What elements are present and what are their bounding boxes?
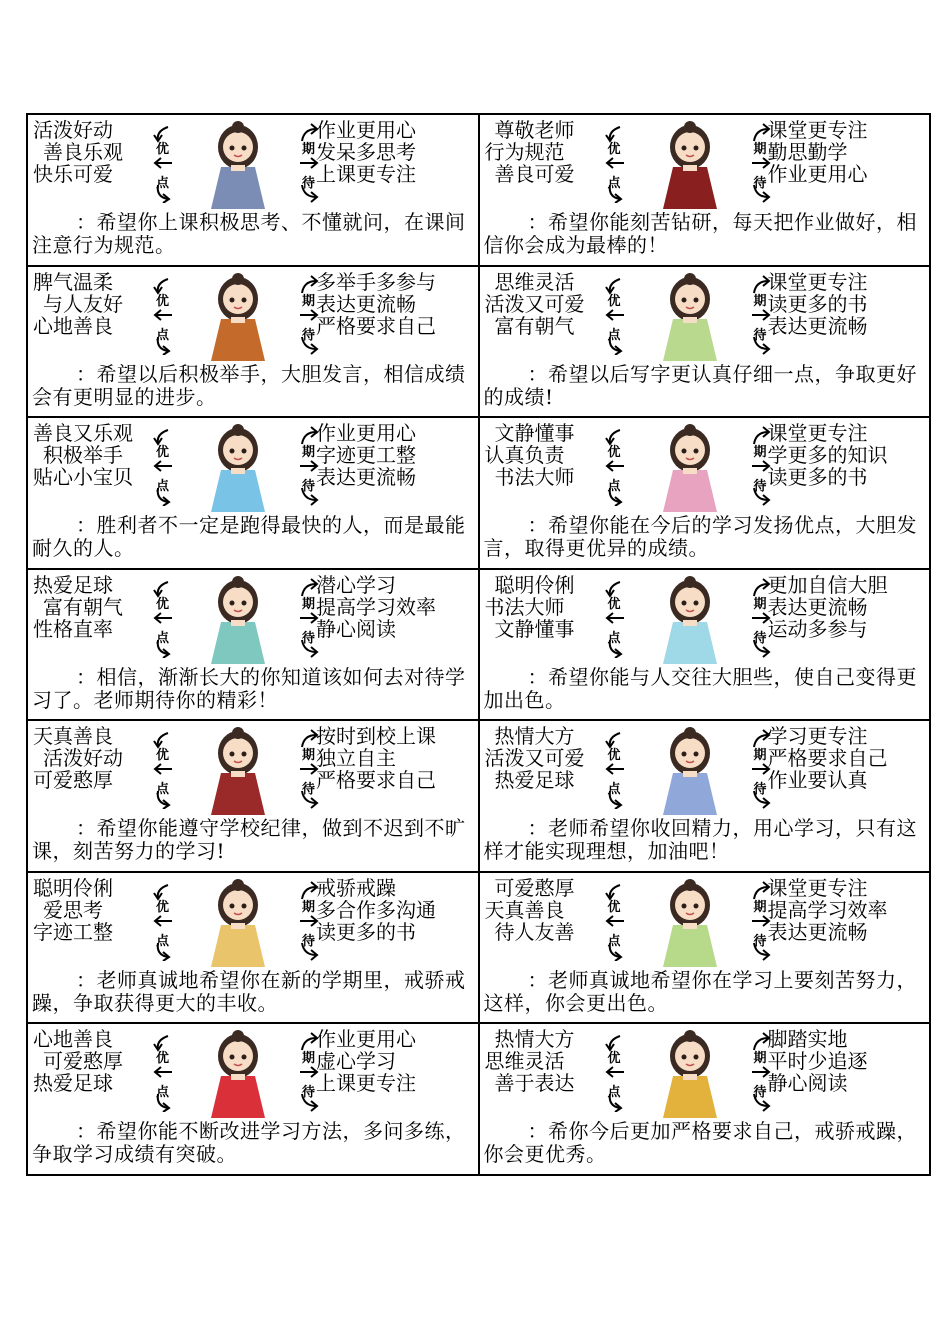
strength-item: 认真负责 xyxy=(484,443,565,468)
strengths-label: 优 xyxy=(156,748,170,764)
student-avatar xyxy=(193,269,283,365)
expectations-list xyxy=(768,877,888,943)
strengths-label: 优 xyxy=(607,748,621,764)
strength-item: 热爱足球 xyxy=(33,572,113,597)
strengths-label: 优 xyxy=(156,293,170,309)
strengths-label: 点 xyxy=(607,933,621,949)
comment-card xyxy=(480,267,932,419)
expectation-item: 更加自信大胆 xyxy=(767,572,888,597)
expectation-item: 戒骄戒躁 xyxy=(316,875,396,900)
strengths-list xyxy=(33,119,123,185)
strength-item: 字迹工整 xyxy=(33,919,113,944)
strengths-arrow-icon xyxy=(150,578,176,658)
comment-card xyxy=(480,115,932,267)
strengths-label: 优 xyxy=(607,445,621,461)
expectation-item: 静心阅读 xyxy=(316,616,396,641)
expectation-item: 表达更流畅 xyxy=(316,465,416,490)
expectation-item: 课堂更专注 xyxy=(767,875,868,900)
expectations-list xyxy=(768,271,868,337)
teacher-comment: ：希望你能刻苦钻研，每天把作业做好，相信你会成为最棒的！ xyxy=(483,210,917,257)
teacher-comment: ：胜利者不一定是跑得最快的人，而是最能耐久的人。 xyxy=(32,513,466,561)
strengths-label: 点 xyxy=(607,782,621,798)
strengths-arrow-icon xyxy=(602,881,628,961)
comment-card xyxy=(480,570,932,722)
expectation-item: 作业更用心 xyxy=(316,421,416,446)
expectations-label: 待 xyxy=(753,630,767,646)
expectations-label: 期 xyxy=(302,142,316,157)
expectations-label: 期 xyxy=(302,899,316,915)
expectation-item: 独立自主 xyxy=(316,746,396,771)
strength-item: 活泼好动 xyxy=(33,118,113,142)
strength-item: 思维灵活 xyxy=(484,1049,565,1074)
strength-item: 天真善良 xyxy=(33,724,113,749)
comment-card xyxy=(28,267,480,419)
strengths-arrow-icon xyxy=(602,729,628,809)
expectations-list xyxy=(316,725,436,791)
strength-item: 心地善良 xyxy=(33,313,113,338)
expectation-item: 虚心学习 xyxy=(316,1049,396,1074)
expectation-item: 上课更专注 xyxy=(316,1071,416,1096)
expectations-label: 待 xyxy=(302,933,316,949)
expectation-item: 作业更用心 xyxy=(767,162,868,186)
student-avatar xyxy=(193,723,283,819)
strength-item: 善良乐观 xyxy=(43,140,123,164)
strengths-label: 优 xyxy=(607,293,621,309)
strengths-label: 点 xyxy=(156,630,170,646)
strengths-list xyxy=(485,877,575,943)
student-avatar xyxy=(645,269,735,365)
strengths-label: 优 xyxy=(156,596,170,612)
strength-item: 心地善良 xyxy=(33,1027,113,1052)
teacher-comment: ：希望你上课积极思考、不懂就问，在课间注意行为规范。 xyxy=(32,210,466,257)
strength-item: 快乐可爱 xyxy=(33,162,113,186)
student-avatar xyxy=(645,420,735,516)
comment-card xyxy=(28,418,480,570)
student-avatar xyxy=(645,723,735,819)
expectation-item: 表达更流畅 xyxy=(316,291,416,316)
strength-item: 爱思考 xyxy=(43,897,103,922)
strengths-arrow-icon xyxy=(150,881,176,961)
strength-item: 脾气温柔 xyxy=(33,269,113,294)
expectation-item: 勤思勤学 xyxy=(767,140,848,164)
strength-item: 文静懂事 xyxy=(494,616,575,641)
expectations-list xyxy=(316,877,436,943)
teacher-comment: ：希望以后积极举手，大胆发言，相信成绩会有更明显的进步。 xyxy=(32,361,466,409)
student-avatar xyxy=(645,572,735,668)
expectations-label: 期 xyxy=(753,596,767,612)
expectations-label: 待 xyxy=(302,176,316,191)
teacher-comment: ：相信，渐渐长大的你知道该如何去对待学习了。老师期待你的精彩！ xyxy=(32,664,466,712)
expectation-item: 表达更流畅 xyxy=(767,594,868,619)
expectations-label: 待 xyxy=(302,479,316,495)
strength-item: 贴心小宝贝 xyxy=(33,465,133,490)
strength-item: 性格直率 xyxy=(33,616,113,641)
strengths-arrow-icon xyxy=(602,426,628,506)
expectations-label: 期 xyxy=(302,1051,316,1067)
strength-item: 待人友善 xyxy=(494,919,575,944)
expectations-label: 期 xyxy=(302,445,316,461)
expectations-label: 期 xyxy=(302,748,316,764)
strength-item: 书法大师 xyxy=(494,465,575,490)
comment-card xyxy=(480,873,932,1025)
expectations-list xyxy=(316,119,416,185)
expectations-label: 期 xyxy=(753,899,767,915)
student-avatar xyxy=(193,572,283,668)
strengths-list xyxy=(33,1028,123,1094)
teacher-comment: ：希望以后写字更认真仔细一点，争取更好的成绩! xyxy=(483,361,917,409)
strength-item: 可爱憨厚 xyxy=(33,768,113,793)
expectation-item: 作业要认真 xyxy=(767,768,868,793)
strengths-arrow-icon xyxy=(602,123,628,203)
strengths-label: 优 xyxy=(156,445,170,461)
teacher-comment: ：希你今后更加严格要求自己，戒骄戒躁，你会更优秀。 xyxy=(483,1119,917,1167)
strengths-arrow-icon xyxy=(150,729,176,809)
strengths-arrow-icon xyxy=(602,578,628,658)
strength-item: 可爱憨厚 xyxy=(43,1049,123,1074)
strengths-label: 点 xyxy=(156,327,170,343)
strengths-label: 点 xyxy=(607,327,621,343)
expectation-item: 读更多的书 xyxy=(316,919,416,944)
expectations-label: 待 xyxy=(753,479,767,495)
student-avatar xyxy=(645,875,735,971)
strength-item: 热情大方 xyxy=(494,1027,575,1052)
strengths-list xyxy=(485,574,575,640)
expectation-item: 严格要求自己 xyxy=(316,768,436,793)
expectations-label: 期 xyxy=(753,293,767,309)
teacher-comment: ：希望你能不断改进学习方法，多问多练，争取学习成绩有突破。 xyxy=(32,1119,466,1167)
strength-item: 热爱足球 xyxy=(33,1071,113,1096)
comment-card xyxy=(28,115,480,267)
expectation-item: 作业更用心 xyxy=(316,1027,416,1052)
expectations-list xyxy=(316,422,416,488)
strengths-arrow-icon xyxy=(150,426,176,506)
expectations-label: 期 xyxy=(302,596,316,612)
comment-card xyxy=(28,873,480,1025)
strengths-arrow-icon xyxy=(150,275,176,355)
expectations-list xyxy=(768,1028,868,1094)
student-avatar xyxy=(193,117,283,213)
strength-item: 活泼又可爱 xyxy=(484,291,585,316)
strength-item: 书法大师 xyxy=(484,594,565,619)
expectation-item: 课堂更专注 xyxy=(767,269,868,294)
strengths-label: 点 xyxy=(156,933,170,949)
comment-card xyxy=(480,418,932,570)
expectations-label: 期 xyxy=(753,1051,767,1067)
expectations-label: 待 xyxy=(302,630,316,646)
expectations-label: 待 xyxy=(302,782,316,798)
strengths-arrow-icon xyxy=(602,1032,628,1112)
strength-item: 善良又乐观 xyxy=(33,421,133,446)
expectation-item: 课堂更专注 xyxy=(767,421,868,446)
comment-card xyxy=(28,570,480,722)
expectation-item: 学更多的知识 xyxy=(767,443,888,468)
teacher-comment: ：希望你能与人交往大胆些，使自己变得更加出色。 xyxy=(483,664,917,712)
expectations-list xyxy=(768,725,888,791)
strength-item: 文静懂事 xyxy=(494,421,575,446)
strengths-label: 优 xyxy=(156,899,170,915)
expectation-item: 提高学习效率 xyxy=(316,594,436,619)
expectations-label: 待 xyxy=(302,327,316,343)
expectation-item: 课堂更专注 xyxy=(767,118,868,142)
expectations-label: 待 xyxy=(753,933,767,949)
expectations-label: 待 xyxy=(753,782,767,798)
expectation-item: 平时少追逐 xyxy=(767,1049,868,1074)
strengths-list xyxy=(485,725,585,791)
strengths-label: 优 xyxy=(607,596,621,612)
teacher-comment: ：希望你能在今后的学习发扬优点，大胆发言，取得更优异的成绩。 xyxy=(483,513,917,561)
expectations-label: 期 xyxy=(302,293,316,309)
expectations-list xyxy=(316,1028,416,1094)
strengths-list xyxy=(33,271,123,337)
expectations-label: 待 xyxy=(753,1085,767,1101)
expectations-label: 待 xyxy=(302,1085,316,1101)
strengths-label: 点 xyxy=(156,176,170,191)
comment-card xyxy=(28,1024,480,1176)
strength-item: 与人友好 xyxy=(43,291,123,316)
strength-item: 聪明伶俐 xyxy=(494,572,575,597)
strength-item: 热情大方 xyxy=(494,724,575,749)
expectation-item: 运动多参与 xyxy=(767,616,868,641)
strength-item: 可爱憨厚 xyxy=(494,875,575,900)
teacher-comment: ：老师真诚地希望你在学习上要刻苦努力，这样，你会更出色。 xyxy=(483,967,917,1015)
expectation-item: 字迹更工整 xyxy=(316,443,416,468)
strengths-label: 优 xyxy=(156,142,170,157)
comment-card xyxy=(480,1024,932,1176)
strength-item: 活泼又可爱 xyxy=(484,746,585,771)
student-avatar xyxy=(645,1026,735,1122)
expectation-item: 读更多的书 xyxy=(767,291,868,316)
teacher-comment: ：老师真诚地希望你在新的学期里，戒骄戒躁，争取获得更大的丰收。 xyxy=(32,967,466,1015)
student-avatar xyxy=(193,420,283,516)
expectations-list xyxy=(768,422,888,488)
expectation-item: 发呆多思考 xyxy=(316,140,416,164)
expectations-label: 期 xyxy=(753,748,767,764)
strengths-list xyxy=(485,271,585,337)
strengths-label: 点 xyxy=(156,479,170,495)
expectation-item: 表达更流畅 xyxy=(767,313,868,338)
expectations-list xyxy=(768,119,868,185)
strength-item: 善良可爱 xyxy=(494,162,575,186)
strengths-label: 点 xyxy=(607,176,621,191)
strengths-list xyxy=(33,422,133,488)
strengths-list xyxy=(485,1028,575,1094)
strengths-label: 优 xyxy=(607,1051,621,1067)
student-avatar xyxy=(193,1026,283,1122)
strengths-list xyxy=(33,725,123,791)
strengths-label: 点 xyxy=(156,782,170,798)
strengths-list xyxy=(33,877,113,943)
student-avatar xyxy=(645,117,735,213)
comment-card-grid xyxy=(26,113,931,1176)
expectation-item: 多合作多沟通 xyxy=(316,897,436,922)
strengths-label: 点 xyxy=(607,630,621,646)
strength-item: 活泼好动 xyxy=(43,746,123,771)
expectation-item: 潜心学习 xyxy=(316,572,396,597)
expectations-label: 待 xyxy=(753,176,767,191)
expectation-item: 静心阅读 xyxy=(767,1071,848,1096)
expectation-item: 作业更用心 xyxy=(316,118,416,142)
expectations-list xyxy=(316,271,436,337)
expectations-list xyxy=(768,574,888,640)
expectation-item: 多举手多参与 xyxy=(316,269,436,294)
expectations-label: 期 xyxy=(753,142,767,157)
strengths-arrow-icon xyxy=(150,1032,176,1112)
expectation-item: 学习更专注 xyxy=(767,724,868,749)
expectation-item: 按时到校上课 xyxy=(316,724,436,749)
expectation-item: 上课更专注 xyxy=(316,162,416,186)
expectation-item: 脚踏实地 xyxy=(767,1027,848,1052)
expectation-item: 严格要求自己 xyxy=(316,313,436,338)
expectations-list xyxy=(316,574,436,640)
expectation-item: 读更多的书 xyxy=(767,465,868,490)
comment-card xyxy=(28,721,480,873)
strengths-list xyxy=(485,422,575,488)
strengths-arrow-icon xyxy=(150,123,176,203)
teacher-comment: ：老师希望你收回精力，用心学习，只有这样才能实现理想，加油吧！ xyxy=(483,816,917,864)
strengths-label: 优 xyxy=(607,142,621,157)
strength-item: 行为规范 xyxy=(484,140,565,164)
expectations-label: 待 xyxy=(753,327,767,343)
comment-card xyxy=(480,721,932,873)
expectation-item: 严格要求自己 xyxy=(767,746,888,771)
expectation-item: 表达更流畅 xyxy=(767,919,868,944)
strengths-list xyxy=(33,574,123,640)
strengths-label: 点 xyxy=(607,1085,621,1101)
strengths-label: 优 xyxy=(156,1051,170,1067)
strength-item: 聪明伶俐 xyxy=(33,875,113,900)
strength-item: 尊敬老师 xyxy=(494,118,575,142)
strength-item: 富有朝气 xyxy=(494,313,575,338)
expectation-item: 提高学习效率 xyxy=(767,897,888,922)
strength-item: 热爱足球 xyxy=(494,768,575,793)
strengths-label: 点 xyxy=(156,1085,170,1101)
strengths-label: 优 xyxy=(607,899,621,915)
strength-item: 积极举手 xyxy=(43,443,123,468)
student-avatar xyxy=(193,875,283,971)
strength-item: 天真善良 xyxy=(484,897,565,922)
expectations-label: 期 xyxy=(753,445,767,461)
strength-item: 善于表达 xyxy=(494,1071,575,1096)
strength-item: 富有朝气 xyxy=(43,594,123,619)
strength-item: 思维灵活 xyxy=(494,269,575,294)
strengths-arrow-icon xyxy=(602,275,628,355)
strengths-list xyxy=(485,119,575,185)
strengths-label: 点 xyxy=(607,479,621,495)
teacher-comment: ：希望你能遵守学校纪律，做到不迟到不旷课，刻苦努力的学习! xyxy=(32,816,466,864)
